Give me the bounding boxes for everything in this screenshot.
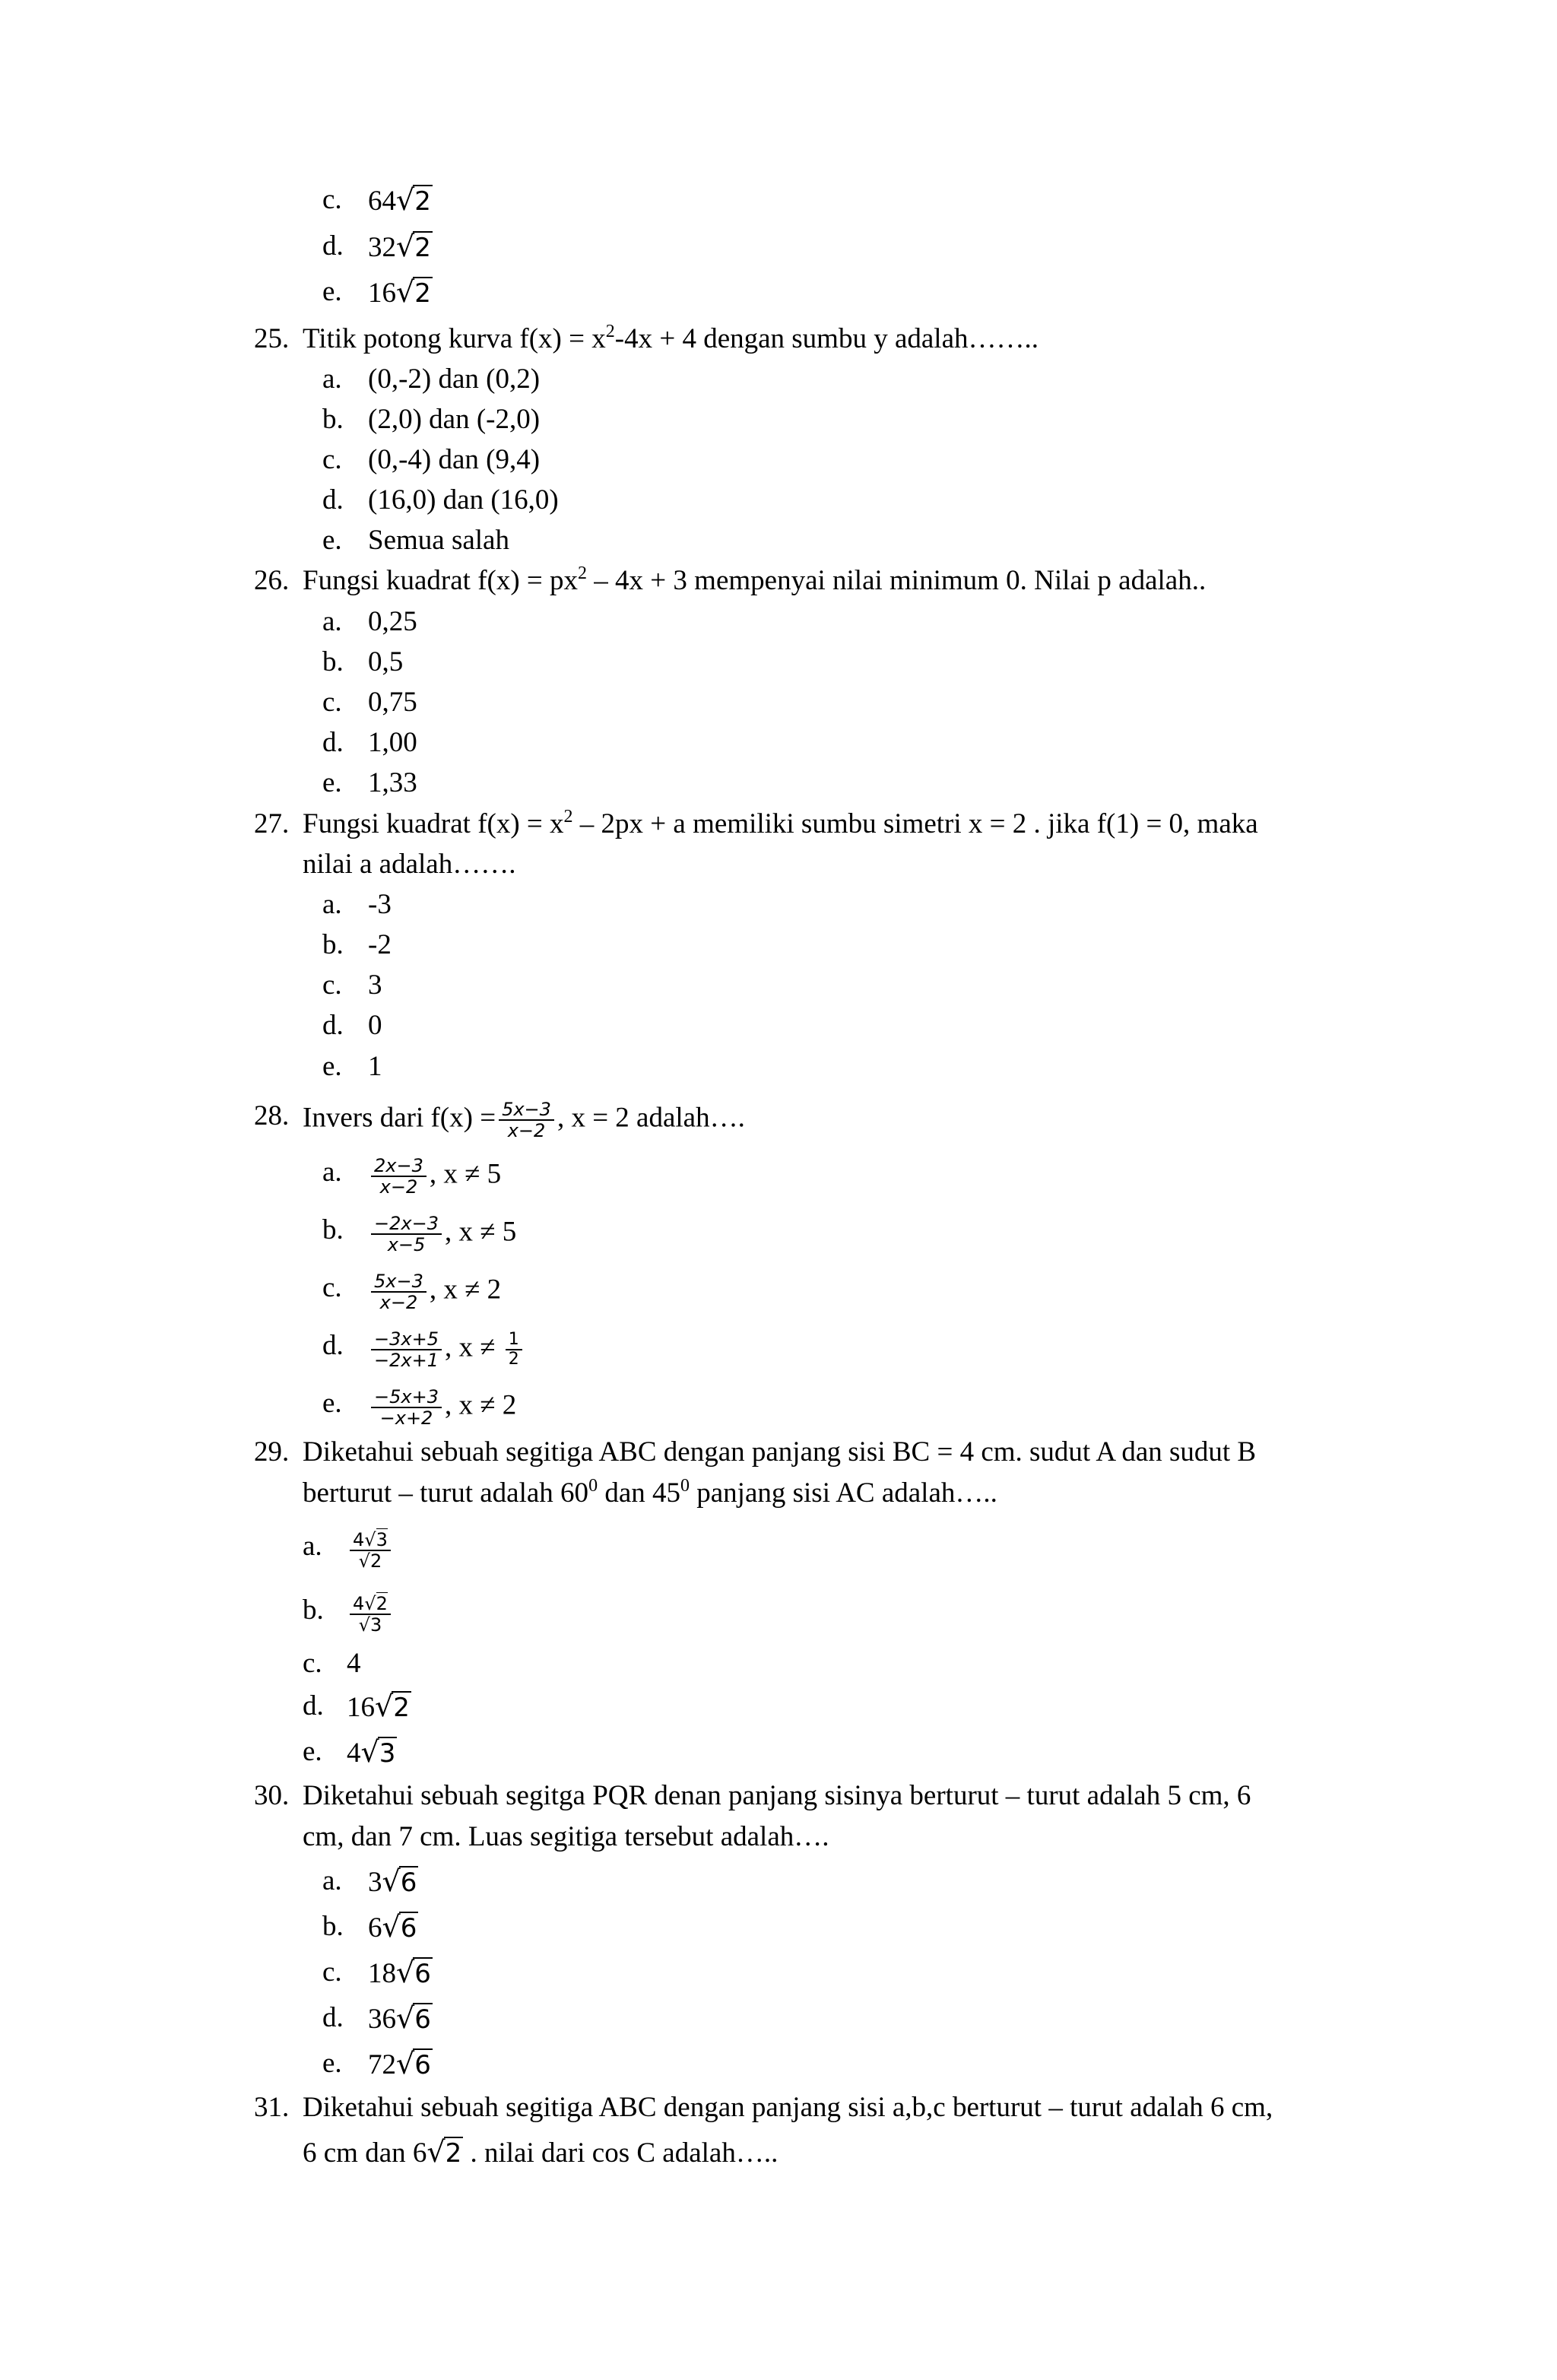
document-page: c. 64√2 d. 32√2 e. 16√2 25. Titik potong kurva $f(x) = x^2-4x + 4$ dengan sumbu y adalah…….. a. (0,-2) dan (0,2) b. (2,0) dan (-2,0) c. (0,-4) dan (9,4) d. (16,0) dan (16,0) e. Semua salah 26. Fungsi kuadrat $f(x) = px^2 - 4x + 3$ mempenyai nilai minimum 0. Nilai p adalah.. a. 0,25 b. 0,5 c. 0,75 d. 1,00 e. 1,33 27. Fungsi kuadrat $f(x) = x^2 - 2px + a$ memiliki sumbu simetri x = 2 . jika f(1) = 0, maka nilai a adalah……. a. -3 b. -2 c. 3 d. 0 e. 1 28. Invers dari f(x) = $\frac{5x-3}{x-2}$ , x = 2 adalah…. a. $\frac{2x-3}{x-2}$ , x ≠ 5 b. $\frac{-2x-3}{x-5}$ , x ≠ 5 c. $\frac{5x-3}{x-2}$ , x ≠ 2 d. $\frac{-3x+5}{-2x+1}$ , x ≠ $\frac{1}{2}$ e. $\frac{-5x+3}{-x+2}$ , x ≠ 2 29. Diketahui sebuah segitiga ABC dengan panjang sisi BC = 4 cm. sudut A dan sudut B berturut – turut adalah $60^0$ dan $45^0$ panjang sisi AC adalah….. a. $\frac{4√3}{√2}$ b. $\frac{4√2}{√3}$ c. 4 d. 16√2 e. 4√3 30. Diketahui sebuah segitga PQR denan panjang sisinya berturut – turut adalah 5 cm, 6 cm, dan 7 cm. Luas segitiga tersebut adalah…. a. 3√6 b. 6√6 c. 18√6 d. 36√6 e. 72√6 31. Diketahui sebuah segitiga ABC dengan panjang sisi a,b,c berturut – turut adalah 6 cm, 6 cm dan 6√2 . nilai dari cos C adalah….. <box>254 183 1273 2169</box>
fraction: $\frac{5x-3}{x-2}$ <box>499 1100 554 1141</box>
